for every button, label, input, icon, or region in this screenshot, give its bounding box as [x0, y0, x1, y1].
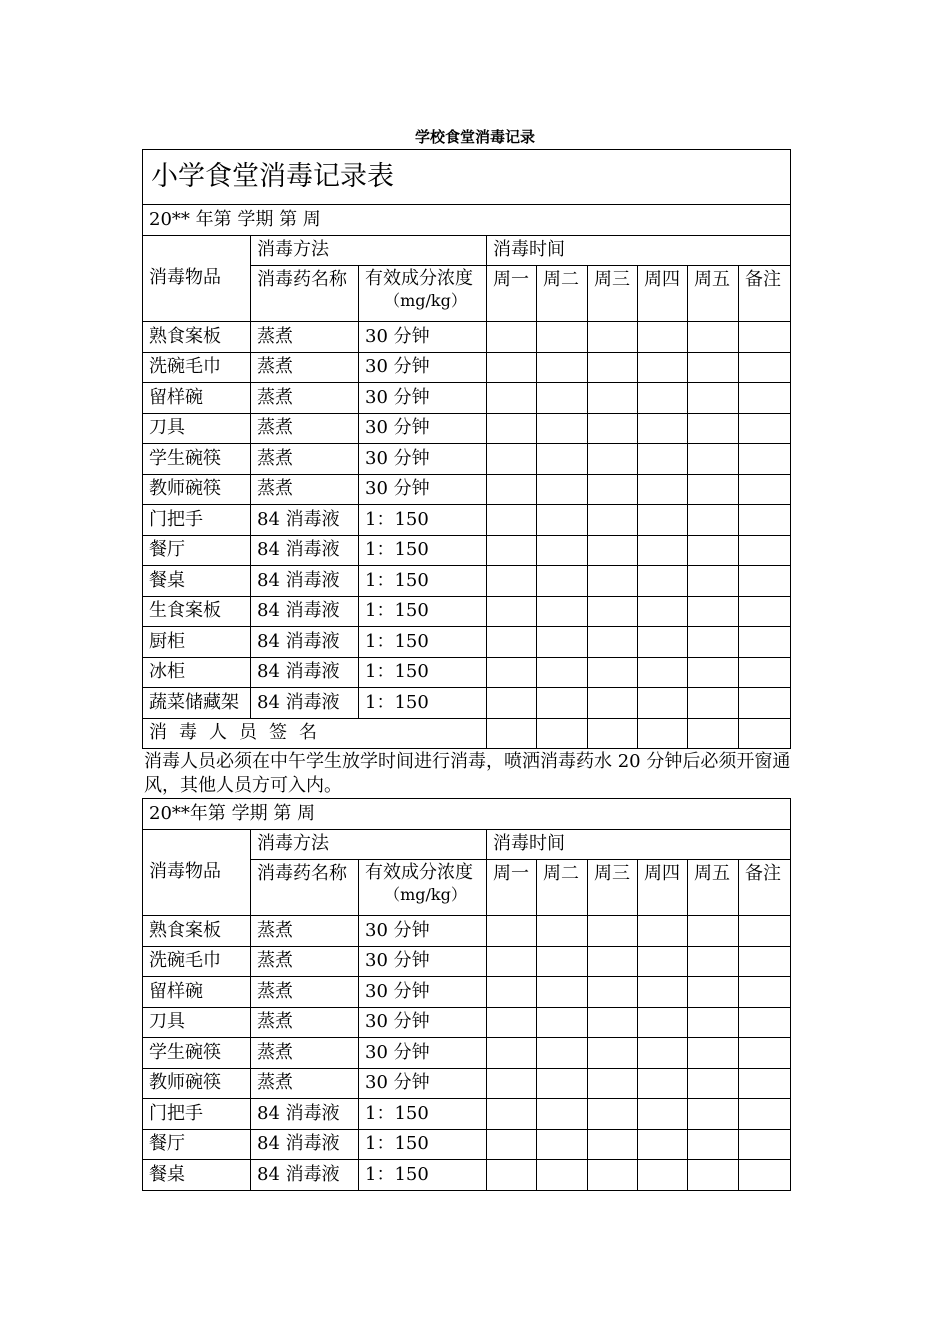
agent-cell: 蒸煮	[251, 916, 359, 947]
check-cell[interactable]	[638, 688, 688, 719]
header-remark: 备注	[739, 266, 791, 322]
concentration-cell: 1：150	[359, 688, 487, 719]
concentration-cell: 1：150	[359, 657, 487, 688]
check-cell[interactable]	[588, 596, 638, 627]
table-row	[143, 444, 791, 475]
item-cell: 厨柜	[143, 627, 251, 658]
item-cell: 留样碗	[143, 383, 251, 414]
check-cell[interactable]	[588, 627, 638, 658]
remark-cell[interactable]	[739, 1099, 791, 1130]
header-item: 消毒物品	[143, 235, 251, 322]
check-cell[interactable]	[487, 977, 537, 1008]
check-cell[interactable]	[588, 322, 638, 353]
table-row	[143, 352, 791, 383]
check-cell[interactable]	[537, 1099, 588, 1130]
agent-cell: 蒸煮	[251, 1068, 359, 1099]
check-cell[interactable]	[537, 688, 588, 719]
agent-cell: 蒸煮	[251, 322, 359, 353]
header-agent: 消毒药名称	[251, 266, 359, 322]
check-cell[interactable]	[688, 566, 739, 597]
check-cell[interactable]	[537, 946, 588, 977]
table-row	[143, 946, 791, 977]
check-cell[interactable]	[688, 1160, 739, 1191]
check-cell[interactable]	[487, 1129, 537, 1160]
check-cell[interactable]	[588, 977, 638, 1008]
concentration-cell: 30 分钟	[359, 474, 487, 505]
remark-cell[interactable]	[739, 566, 791, 597]
check-cell[interactable]	[588, 505, 638, 536]
check-cell[interactable]	[487, 566, 537, 597]
table-row	[143, 383, 791, 414]
header-day: 周三	[588, 860, 638, 916]
check-cell[interactable]	[638, 352, 688, 383]
check-cell[interactable]	[487, 627, 537, 658]
check-cell[interactable]	[537, 1038, 588, 1069]
check-cell[interactable]	[537, 1129, 588, 1160]
check-cell[interactable]	[588, 444, 638, 475]
item-cell: 餐桌	[143, 566, 251, 597]
header-day: 周五	[688, 860, 739, 916]
concentration-cell: 1：150	[359, 1160, 487, 1191]
agent-cell: 84 消毒液	[251, 1129, 359, 1160]
check-cell[interactable]	[688, 352, 739, 383]
table-row	[143, 596, 791, 627]
check-cell[interactable]	[688, 1099, 739, 1130]
table-row	[143, 1038, 791, 1069]
check-cell[interactable]	[487, 688, 537, 719]
check-cell[interactable]	[537, 535, 588, 566]
header-day: 周五	[688, 266, 739, 322]
check-cell[interactable]	[638, 946, 688, 977]
check-cell[interactable]	[487, 352, 537, 383]
check-cell[interactable]	[638, 1007, 688, 1038]
check-cell[interactable]	[487, 1007, 537, 1038]
concentration-unit: （mg/kg）	[384, 885, 467, 904]
week-line: 20**年第 学期 第 周	[143, 799, 791, 830]
check-cell[interactable]	[688, 916, 739, 947]
signature-cell[interactable]	[487, 718, 537, 749]
check-cell[interactable]	[638, 1068, 688, 1099]
remark-cell[interactable]	[739, 535, 791, 566]
check-cell[interactable]	[588, 413, 638, 444]
check-cell[interactable]	[688, 596, 739, 627]
check-cell[interactable]	[537, 1068, 588, 1099]
signature-cell[interactable]	[588, 718, 638, 749]
item-cell: 蔬菜储藏架	[143, 688, 251, 719]
table-row	[143, 413, 791, 444]
check-cell[interactable]	[688, 627, 739, 658]
check-cell[interactable]	[688, 1038, 739, 1069]
check-cell[interactable]	[638, 916, 688, 947]
header-day: 周四	[638, 266, 688, 322]
item-cell: 门把手	[143, 505, 251, 536]
header-day: 周二	[537, 860, 588, 916]
header-day: 周二	[537, 266, 588, 322]
check-cell[interactable]	[688, 444, 739, 475]
concentration-cell: 30 分钟	[359, 352, 487, 383]
check-cell[interactable]	[537, 596, 588, 627]
agent-cell: 蒸煮	[251, 474, 359, 505]
header-concentration	[359, 860, 487, 916]
table-row	[143, 322, 791, 353]
item-cell: 生食案板	[143, 596, 251, 627]
agent-cell: 84 消毒液	[251, 627, 359, 658]
signature-cell[interactable]	[688, 718, 739, 749]
remark-cell[interactable]	[739, 444, 791, 475]
table-row	[143, 977, 791, 1008]
header-method: 消毒方法	[251, 829, 487, 860]
signature-cell[interactable]	[638, 718, 688, 749]
concentration-cell: 1：150	[359, 535, 487, 566]
concentration-cell: 30 分钟	[359, 1068, 487, 1099]
signature-cell[interactable]	[739, 718, 791, 749]
item-cell: 餐桌	[143, 1160, 251, 1191]
item-cell: 熟食案板	[143, 322, 251, 353]
remark-cell[interactable]	[739, 352, 791, 383]
check-cell[interactable]	[638, 1129, 688, 1160]
check-cell[interactable]	[688, 1068, 739, 1099]
check-cell[interactable]	[487, 474, 537, 505]
check-cell[interactable]	[688, 535, 739, 566]
check-cell[interactable]	[688, 977, 739, 1008]
concentration-unit: （mg/kg）	[384, 291, 467, 310]
table-row	[143, 627, 791, 658]
header-item: 消毒物品	[143, 829, 251, 916]
check-cell[interactable]	[537, 383, 588, 414]
check-cell[interactable]	[688, 322, 739, 353]
check-cell[interactable]	[537, 627, 588, 658]
check-cell[interactable]	[588, 474, 638, 505]
check-cell[interactable]	[537, 474, 588, 505]
header-remark: 备注	[739, 860, 791, 916]
check-cell[interactable]	[487, 946, 537, 977]
check-cell[interactable]	[588, 1160, 638, 1191]
check-cell[interactable]	[588, 688, 638, 719]
item-cell: 刀具	[143, 413, 251, 444]
concentration-cell: 30 分钟	[359, 413, 487, 444]
agent-cell: 蒸煮	[251, 383, 359, 414]
remark-cell[interactable]	[739, 1160, 791, 1191]
check-cell[interactable]	[537, 352, 588, 383]
remark-cell[interactable]	[739, 505, 791, 536]
remark-cell[interactable]	[739, 1038, 791, 1069]
check-cell[interactable]	[487, 657, 537, 688]
table-row	[143, 1129, 791, 1160]
remark-cell[interactable]	[739, 1068, 791, 1099]
table-row	[143, 1007, 791, 1038]
item-cell: 教师碗筷	[143, 474, 251, 505]
agent-cell: 蒸煮	[251, 444, 359, 475]
disinfection-note: 消毒人员必须在中午学生放学时间进行消毒，喷洒消毒药水 20 分钟后必须开窗通风，其他人员方可入内。	[144, 751, 791, 796]
check-cell[interactable]	[688, 688, 739, 719]
header-time: 消毒时间	[487, 235, 791, 266]
check-cell[interactable]	[588, 1007, 638, 1038]
check-cell[interactable]	[638, 657, 688, 688]
check-cell[interactable]	[588, 1068, 638, 1099]
check-cell[interactable]	[638, 535, 688, 566]
item-cell: 学生碗筷	[143, 444, 251, 475]
check-cell[interactable]	[487, 413, 537, 444]
check-cell[interactable]	[638, 596, 688, 627]
remark-cell[interactable]	[739, 916, 791, 947]
check-cell[interactable]	[638, 322, 688, 353]
check-cell[interactable]	[688, 505, 739, 536]
agent-cell: 84 消毒液	[251, 596, 359, 627]
check-cell[interactable]	[588, 1038, 638, 1069]
remark-cell[interactable]	[739, 413, 791, 444]
check-cell[interactable]	[537, 657, 588, 688]
header-time: 消毒时间	[487, 829, 791, 860]
table-row	[143, 688, 791, 719]
check-cell[interactable]	[638, 1099, 688, 1130]
header-agent: 消毒药名称	[251, 860, 359, 916]
check-cell[interactable]	[537, 413, 588, 444]
remark-cell[interactable]	[739, 474, 791, 505]
check-cell[interactable]	[537, 916, 588, 947]
agent-cell: 84 消毒液	[251, 1099, 359, 1130]
item-cell: 熟食案板	[143, 916, 251, 947]
table-row	[143, 474, 791, 505]
header-method: 消毒方法	[251, 235, 487, 266]
check-cell[interactable]	[537, 566, 588, 597]
check-cell[interactable]	[487, 596, 537, 627]
check-cell[interactable]	[638, 566, 688, 597]
item-cell: 洗碗毛巾	[143, 946, 251, 977]
header-day: 周一	[487, 860, 537, 916]
check-cell[interactable]	[638, 977, 688, 1008]
item-cell: 教师碗筷	[143, 1068, 251, 1099]
check-cell[interactable]	[487, 322, 537, 353]
header-day: 周三	[588, 266, 638, 322]
agent-cell: 蒸煮	[251, 1038, 359, 1069]
table-row	[143, 505, 791, 536]
item-cell: 刀具	[143, 1007, 251, 1038]
remark-cell[interactable]	[739, 977, 791, 1008]
check-cell[interactable]	[588, 1129, 638, 1160]
check-cell[interactable]	[688, 383, 739, 414]
concentration-cell: 30 分钟	[359, 444, 487, 475]
agent-cell: 蒸煮	[251, 946, 359, 977]
concentration-cell: 30 分钟	[359, 383, 487, 414]
agent-cell: 84 消毒液	[251, 657, 359, 688]
check-cell[interactable]	[487, 383, 537, 414]
item-cell: 洗碗毛巾	[143, 352, 251, 383]
check-cell[interactable]	[588, 916, 638, 947]
agent-cell: 蒸煮	[251, 352, 359, 383]
signature-label: 消毒人员签名	[143, 718, 487, 749]
concentration-cell: 1：150	[359, 1129, 487, 1160]
table-row	[143, 916, 791, 947]
table-row	[143, 657, 791, 688]
item-cell: 餐厅	[143, 535, 251, 566]
item-cell: 学生碗筷	[143, 1038, 251, 1069]
check-cell[interactable]	[638, 1038, 688, 1069]
table-row	[143, 535, 791, 566]
agent-cell: 84 消毒液	[251, 535, 359, 566]
remark-cell[interactable]	[739, 627, 791, 658]
check-cell[interactable]	[537, 505, 588, 536]
check-cell[interactable]	[688, 1007, 739, 1038]
item-cell: 餐厅	[143, 1129, 251, 1160]
concentration-cell: 30 分钟	[359, 1007, 487, 1038]
check-cell[interactable]	[537, 1007, 588, 1038]
remark-cell[interactable]	[739, 657, 791, 688]
check-cell[interactable]	[688, 657, 739, 688]
table-row	[143, 566, 791, 597]
document-title: 学校食堂消毒记录	[414, 128, 535, 146]
check-cell[interactable]	[537, 977, 588, 1008]
item-cell: 门把手	[143, 1099, 251, 1130]
check-cell[interactable]	[688, 1129, 739, 1160]
check-cell[interactable]	[588, 352, 638, 383]
table-row	[143, 1099, 791, 1130]
check-cell[interactable]	[688, 946, 739, 977]
disinfection-record-table-1	[142, 149, 791, 749]
table-row	[143, 1160, 791, 1191]
check-cell[interactable]	[588, 383, 638, 414]
concentration-cell: 30 分钟	[359, 977, 487, 1008]
check-cell[interactable]	[487, 1160, 537, 1191]
header-day: 周一	[487, 266, 537, 322]
check-cell[interactable]	[638, 505, 688, 536]
remark-cell[interactable]	[739, 596, 791, 627]
check-cell[interactable]	[638, 383, 688, 414]
concentration-label: 有效成分浓度	[365, 268, 473, 289]
check-cell[interactable]	[588, 535, 638, 566]
header-concentration	[359, 266, 487, 322]
check-cell[interactable]	[588, 1099, 638, 1130]
remark-cell[interactable]	[739, 1007, 791, 1038]
disinfection-record-table-2	[142, 798, 791, 1191]
concentration-cell: 1：150	[359, 596, 487, 627]
remark-cell[interactable]	[739, 383, 791, 414]
check-cell[interactable]	[638, 474, 688, 505]
table-title: 小学食堂消毒记录表	[143, 150, 791, 205]
check-cell[interactable]	[487, 1068, 537, 1099]
check-cell[interactable]	[688, 413, 739, 444]
check-cell[interactable]	[688, 474, 739, 505]
concentration-cell: 1：150	[359, 627, 487, 658]
item-cell: 冰柜	[143, 657, 251, 688]
agent-cell: 蒸煮	[251, 977, 359, 1008]
check-cell[interactable]	[487, 1099, 537, 1130]
check-cell[interactable]	[588, 946, 638, 977]
agent-cell: 蒸煮	[251, 413, 359, 444]
check-cell[interactable]	[537, 1160, 588, 1191]
check-cell[interactable]	[487, 505, 537, 536]
table-row	[143, 1068, 791, 1099]
remark-cell[interactable]	[739, 322, 791, 353]
remark-cell[interactable]	[739, 688, 791, 719]
check-cell[interactable]	[537, 322, 588, 353]
check-cell[interactable]	[638, 1160, 688, 1191]
check-cell[interactable]	[487, 916, 537, 947]
agent-cell: 蒸煮	[251, 1007, 359, 1038]
concentration-cell: 30 分钟	[359, 322, 487, 353]
check-cell[interactable]	[487, 444, 537, 475]
check-cell[interactable]	[638, 413, 688, 444]
check-cell[interactable]	[588, 566, 638, 597]
item-cell: 留样碗	[143, 977, 251, 1008]
remark-cell[interactable]	[739, 1129, 791, 1160]
concentration-label: 有效成分浓度	[365, 862, 473, 883]
header-day: 周四	[638, 860, 688, 916]
check-cell[interactable]	[638, 627, 688, 658]
agent-cell: 84 消毒液	[251, 688, 359, 719]
remark-cell[interactable]	[739, 946, 791, 977]
check-cell[interactable]	[588, 657, 638, 688]
week-line: 20** 年第 学期 第 周	[143, 205, 791, 236]
check-cell[interactable]	[537, 444, 588, 475]
agent-cell: 84 消毒液	[251, 1160, 359, 1191]
concentration-cell: 1：150	[359, 566, 487, 597]
check-cell[interactable]	[487, 1038, 537, 1069]
agent-cell: 84 消毒液	[251, 566, 359, 597]
concentration-cell: 30 分钟	[359, 946, 487, 977]
concentration-cell: 30 分钟	[359, 916, 487, 947]
check-cell[interactable]	[487, 535, 537, 566]
concentration-cell: 1：150	[359, 505, 487, 536]
agent-cell: 84 消毒液	[251, 505, 359, 536]
concentration-cell: 1：150	[359, 1099, 487, 1130]
concentration-cell: 30 分钟	[359, 1038, 487, 1069]
signature-cell[interactable]	[537, 718, 588, 749]
check-cell[interactable]	[638, 444, 688, 475]
